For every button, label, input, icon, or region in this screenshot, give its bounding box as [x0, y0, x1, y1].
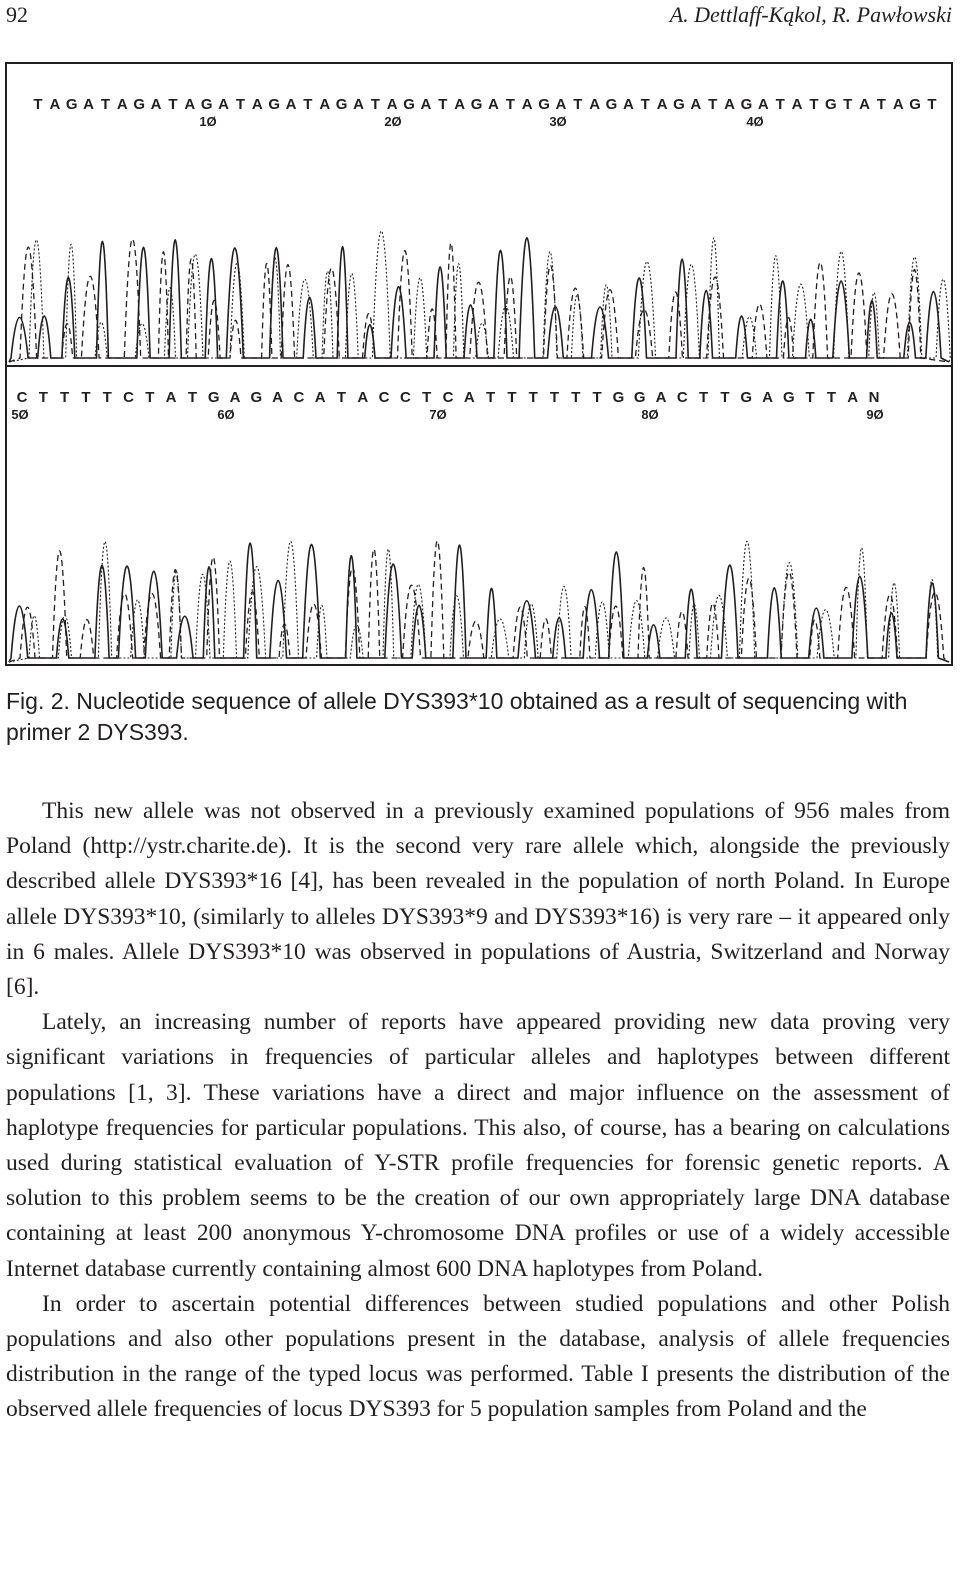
base-call: G — [909, 96, 921, 113]
base-call: T — [507, 389, 517, 406]
base-call: G — [470, 96, 483, 113]
base-call: G — [335, 96, 348, 113]
figure-caption: Fig. 2. Nucleotide sequence of allele DYS393*10 obtained as a result of sequencing with primer 2 DYS393. — [6, 688, 908, 745]
bottom-base-calls — [17, 389, 880, 406]
trace-line — [9, 541, 949, 662]
base-call: C — [123, 389, 134, 406]
base-call: T — [843, 96, 853, 113]
base-call: T — [168, 96, 178, 113]
base-call: T — [187, 389, 197, 406]
base-call: T — [235, 96, 246, 113]
base-call: T — [826, 389, 836, 406]
position-label: 8Ø — [641, 407, 659, 422]
base-call: A — [357, 389, 369, 406]
base-call: T — [549, 389, 560, 406]
base-call: A — [218, 96, 229, 113]
base-call: G — [65, 96, 78, 113]
base-call: T — [927, 96, 937, 113]
base-call: T — [102, 389, 112, 406]
base-call: A — [116, 96, 128, 113]
base-call: A — [165, 389, 177, 406]
base-call: A — [285, 96, 297, 113]
position-label: 5Ø — [11, 407, 29, 422]
base-call: T — [422, 389, 432, 406]
top-position-labels — [199, 114, 763, 129]
base-call: G — [605, 96, 618, 113]
base-call: A — [229, 389, 241, 406]
base-call: T — [592, 389, 602, 406]
base-call: G — [740, 389, 753, 406]
base-call: G — [268, 96, 280, 113]
position-label: 7Ø — [429, 407, 447, 422]
base-call: C — [293, 389, 305, 406]
base-call: G — [133, 96, 146, 113]
base-call: A — [690, 96, 702, 113]
base-call: T — [640, 96, 650, 113]
base-call: A — [791, 96, 803, 113]
base-call: G — [207, 389, 220, 406]
base-call: A — [521, 96, 533, 113]
base-call: T — [145, 389, 155, 406]
base-call: G — [538, 96, 550, 113]
base-call: T — [505, 96, 515, 113]
base-call: A — [49, 96, 61, 113]
running-head-authors: A. Dettlaff-Kąkol, R. Pawłowski — [669, 2, 952, 27]
base-call: T — [303, 96, 313, 113]
base-call: A — [420, 96, 432, 113]
base-call: T — [33, 96, 43, 113]
base-call: A — [463, 389, 475, 406]
base-call: A — [892, 96, 904, 113]
body-text — [6, 794, 950, 1428]
base-call: T — [699, 389, 709, 406]
base-call: A — [555, 96, 567, 113]
position-label: 1Ø — [199, 114, 217, 129]
base-call: A — [150, 96, 162, 113]
trace-line — [9, 543, 949, 662]
base-call: A — [488, 96, 499, 113]
base-call: A — [655, 389, 667, 406]
base-call: T — [38, 389, 48, 406]
position-label: 3Ø — [549, 114, 567, 129]
base-call: C — [676, 389, 688, 406]
base-call: T — [573, 96, 583, 113]
base-call: T — [100, 96, 111, 113]
base-call: A — [847, 389, 859, 406]
base-call: G — [200, 96, 213, 113]
base-call: A — [724, 96, 736, 113]
base-call: T — [336, 389, 347, 406]
page-header — [6, 2, 952, 32]
base-call: A — [859, 96, 870, 113]
base-call: A — [353, 96, 364, 113]
base-call: G — [782, 389, 795, 406]
base-call: A — [83, 96, 95, 113]
top-traces — [9, 231, 950, 362]
bottom-traces — [9, 541, 949, 662]
base-call: G — [403, 96, 415, 113]
base-call: A — [251, 96, 263, 113]
base-call: T — [775, 96, 785, 113]
base-call: T — [708, 96, 718, 113]
base-call: T — [809, 96, 819, 113]
base-call: C — [16, 389, 28, 406]
base-call: N — [868, 389, 880, 406]
chromatogram-svg — [5, 62, 955, 668]
base-call: A — [762, 389, 773, 406]
trace-line — [9, 541, 949, 662]
base-call: T — [81, 389, 91, 406]
base-call: A — [386, 96, 398, 113]
base-call: A — [656, 96, 668, 113]
paragraph-2: Lately, an increasing number of reports have appeared providing new data proving very significant variations in frequencies of particular alleles and haplotypes between different populations [1, 3]. These variations have a direct and major influence on the assessment of haplotype frequencies for particular populations. This also, of course, has a bearing on calculations used during statistical evaluation of Y-STR profile frequencies for forensic genetic reports. A solution to this problem seems to be the creation of our own appropriately large DNA database containing at least 200 anonymous Y-chromosome DNA profiles or use of a widely accessible Internet database currently containing almost 600 DNA haplotypes from Poland. — [6, 1009, 950, 1282]
base-call: C — [399, 389, 411, 406]
base-call: T — [571, 389, 581, 406]
base-call: A — [622, 96, 634, 113]
base-call: T — [486, 389, 496, 406]
base-call: G — [250, 389, 263, 406]
position-label: 4Ø — [746, 114, 764, 129]
bottom-position-labels — [11, 407, 883, 422]
base-call: A — [454, 96, 466, 113]
position-label: 2Ø — [384, 114, 402, 129]
base-call: G — [740, 96, 753, 113]
base-call: A — [757, 96, 769, 113]
base-call: G — [612, 389, 625, 406]
position-label: 6Ø — [217, 407, 235, 422]
base-call: T — [720, 389, 730, 406]
base-call: T — [876, 96, 886, 113]
base-call: C — [442, 389, 454, 406]
base-call: G — [824, 96, 837, 113]
base-call: A — [319, 96, 331, 113]
chromatogram-frame — [6, 63, 952, 665]
base-call: A — [314, 389, 326, 406]
top-base-calls — [33, 96, 936, 113]
chromatogram-figure — [5, 62, 955, 668]
base-call: T — [528, 389, 538, 406]
trace-line — [9, 238, 949, 362]
base-call: A — [272, 389, 284, 406]
paragraph-1: This new allele was not observed in a previously examined populations of 956 males from Poland (http://ystr.charite.de). It is the second very rare allele which, alongside the previously described allele DYS393*16 [4], has been revealed in the population of north Poland. In Europe allele DYS393*10, (similarly to alleles DYS393*9 and DYS393*16) is very rare – it appeared only in 6 males. Allele DYS393*10 was observed in populations of Austria, Switzerland and Norway [6]. — [6, 798, 950, 1001]
position-label: 9Ø — [866, 407, 884, 422]
base-call: T — [370, 96, 380, 113]
base-call: A — [184, 96, 196, 113]
base-call: T — [805, 389, 815, 406]
base-call: G — [633, 389, 646, 406]
paragraph-3: In order to ascertain potential differences between studied populations and other Polish populations and also other populations present in the database, analysis of allele frequencies distribution in the range of the typed locus was performed. Table I presents the distribution of the observed allele frequencies of locus DYS393 for 5 population samples from Poland and the — [6, 1290, 950, 1423]
page-number: 92 — [6, 2, 28, 27]
base-call: G — [673, 96, 685, 113]
base-call: T — [60, 389, 70, 406]
base-call: A — [589, 96, 601, 113]
base-call: T — [438, 96, 448, 113]
base-call: C — [378, 389, 390, 406]
